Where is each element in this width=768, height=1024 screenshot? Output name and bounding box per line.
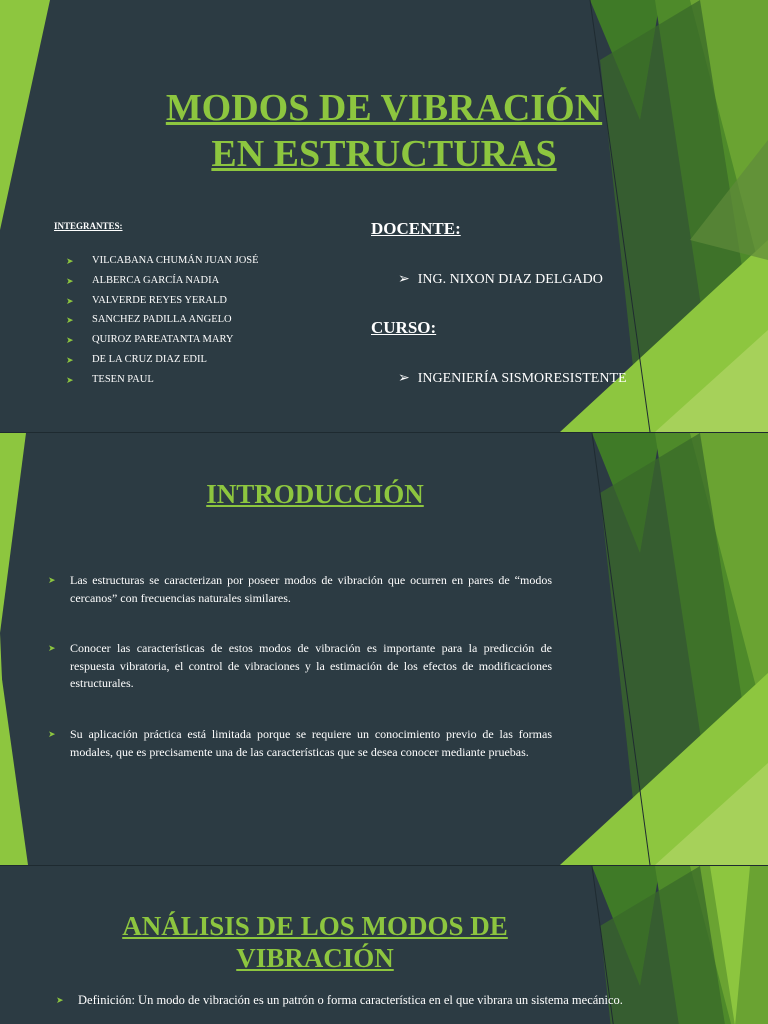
arrow-bullet-icon: ➤ xyxy=(66,275,74,286)
title-line-2: VIBRACIÓN xyxy=(236,943,394,974)
paragraph xyxy=(56,992,710,1010)
section-title xyxy=(80,910,550,975)
arrow-bullet-icon: ➤ xyxy=(66,335,74,346)
list-item xyxy=(66,275,259,295)
docente-value: ING. NIXON DIAZ DELGADO xyxy=(417,272,603,287)
arrow-bullet-icon: ➤ xyxy=(66,354,74,365)
members-list xyxy=(66,255,259,394)
integrantes-label: INTEGRANTES: xyxy=(54,221,123,231)
curso-value-row xyxy=(398,370,627,387)
presentation-title xyxy=(100,86,668,177)
list-item xyxy=(66,314,259,334)
list-item xyxy=(66,295,259,315)
arrow-bullet-icon: ➤ xyxy=(48,575,56,585)
arrow-bullet-icon: ➤ xyxy=(66,315,74,326)
paragraph-text: Las estructuras se caracterizan por poseer modos de vibración que ocurren en pares de “modos cercanos” con frecuencias naturales similares. xyxy=(70,573,552,605)
title-line-1: MODOS DE VIBRACIÓN xyxy=(165,87,603,129)
title-line-2: EN ESTRUCTURAS xyxy=(211,132,557,175)
member-name: DE LA CRUZ DIAZ EDIL xyxy=(92,353,207,365)
arrow-bullet-icon: ➤ xyxy=(48,643,56,653)
docente-label: DOCENTE: xyxy=(371,219,461,238)
outline-arrow-icon: ➢ xyxy=(398,272,410,287)
paragraph xyxy=(48,640,552,693)
list-item xyxy=(66,354,259,374)
arrow-bullet-icon: ➤ xyxy=(56,995,64,1005)
member-name: ALBERCA GARCÍA NADIA xyxy=(92,274,220,286)
list-item xyxy=(66,374,259,394)
member-name: SANCHEZ PADILLA ANGELO xyxy=(92,314,232,326)
section-title: INTRODUCCIÓN xyxy=(206,479,424,509)
member-name: VALVERDE REYES YERALD xyxy=(92,294,227,306)
member-name: QUIROZ PAREATANTA MARY xyxy=(92,334,234,346)
slide-analisis xyxy=(0,866,768,1024)
list-item xyxy=(66,255,259,275)
paragraph-text: Definición: Un modo de vibración es un patrón o forma característica en el que vibrara un sistema mecánico. xyxy=(78,993,623,1007)
curso-value: INGENIERÍA SISMORESISTENTE xyxy=(417,371,627,386)
slide-title xyxy=(0,0,768,432)
slide-introduccion xyxy=(0,433,768,865)
arrow-bullet-icon: ➤ xyxy=(66,295,74,306)
paragraph-text: Conocer las características de estos modos de vibración es importante para la predicción de respuesta vibratoria, el control de vibraciones y la estimación de los efectos de modificaciones estructurales. xyxy=(70,641,552,690)
member-name: VILCABANA CHUMÁN JUAN JOSÉ xyxy=(92,255,259,266)
arrow-bullet-icon: ➤ xyxy=(66,374,74,385)
paragraph xyxy=(48,726,552,761)
member-name: TESEN PAUL xyxy=(92,373,154,385)
arrow-bullet-icon: ➤ xyxy=(48,729,56,739)
arrow-bullet-icon: ➤ xyxy=(66,256,74,266)
paragraph-text: Su aplicación práctica está limitada porque se requiere un conocimiento previo de las formas modales, que es precisamente una de las características que se desea conocer mediante pruebas. xyxy=(70,727,552,759)
list-item xyxy=(66,334,259,354)
paragraph xyxy=(48,572,552,607)
curso-label: CURSO: xyxy=(371,318,437,337)
title-line-1: ANÁLISIS DE LOS MODOS DE xyxy=(122,911,508,941)
outline-arrow-icon: ➢ xyxy=(398,371,410,386)
docente-value-row xyxy=(398,271,603,288)
